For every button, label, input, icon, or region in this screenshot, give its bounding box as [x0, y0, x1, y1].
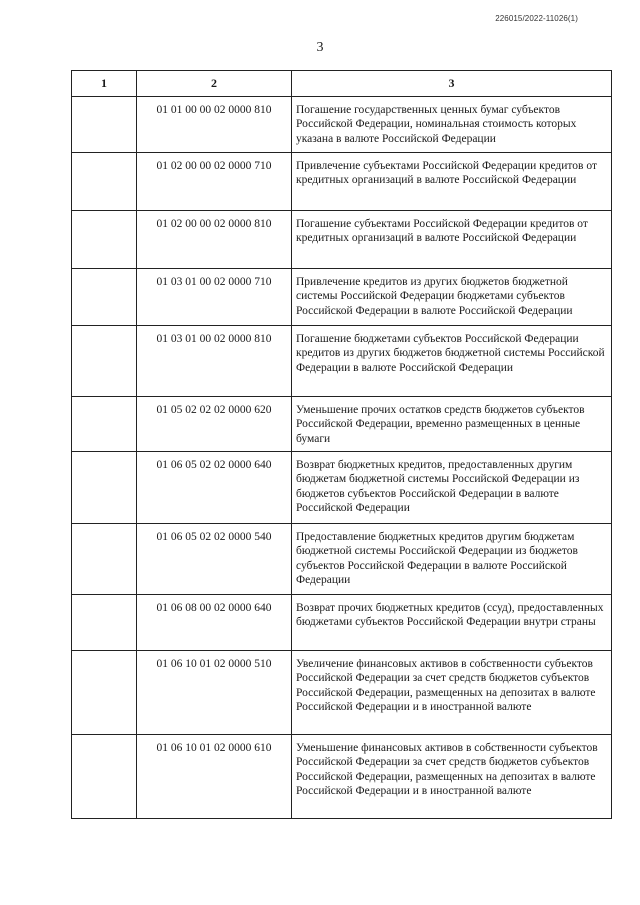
budget-code: 01 02 00 00 02 0000 810 — [137, 211, 292, 269]
budget-code: 01 06 10 01 02 0000 510 — [137, 651, 292, 735]
code-description: Погашение государственных ценных бумаг субъектов Российской Федерации, номинальная стоимость которых указана в валюте Российской Федерации — [292, 97, 612, 153]
row-col1 — [72, 524, 137, 595]
code-description: Привлечение кредитов из других бюджетов бюджетной системы Российской Федерации бюджетами субъектов Российской Федерации в валюте Российской Федерации — [292, 269, 612, 326]
budget-code: 01 03 01 00 02 0000 710 — [137, 269, 292, 326]
row-col1 — [72, 595, 137, 651]
row-col1 — [72, 651, 137, 735]
budget-code: 01 03 01 00 02 0000 810 — [137, 326, 292, 397]
code-description: Возврат прочих бюджетных кредитов (ссуд), предоставленных бюджетами субъектов Российской Федерации внутри страны — [292, 595, 612, 651]
code-description: Предоставление бюджетных кредитов другим бюджетам бюджетной системы Российской Федерации из бюджетов субъектов Российской Федерации в валюте Российской Федерации — [292, 524, 612, 595]
budget-code: 01 05 02 02 02 0000 620 — [137, 397, 292, 452]
document-id: 226015/2022-11026(1) — [495, 14, 578, 23]
table-row — [72, 153, 612, 211]
table-row — [72, 595, 612, 651]
table-row — [72, 735, 612, 819]
row-col1 — [72, 97, 137, 153]
table-row — [72, 211, 612, 269]
column-header-3: 3 — [292, 71, 612, 97]
budget-code: 01 06 05 02 02 0000 640 — [137, 452, 292, 524]
code-description: Уменьшение прочих остатков средств бюджетов субъектов Российской Федерации, временно размещенных в ценные бумаги — [292, 397, 612, 452]
page-number: 3 — [316, 40, 324, 55]
table-row — [72, 651, 612, 735]
table-row — [72, 524, 612, 595]
table-row — [72, 97, 612, 153]
row-col1 — [72, 735, 137, 819]
budget-code: 01 06 10 01 02 0000 610 — [137, 735, 292, 819]
row-col1 — [72, 326, 137, 397]
row-col1 — [72, 211, 137, 269]
table-row — [72, 326, 612, 397]
budget-codes-table — [71, 70, 612, 819]
budget-code: 01 01 00 00 02 0000 810 — [137, 97, 292, 153]
row-col1 — [72, 452, 137, 524]
table-row — [72, 452, 612, 524]
code-description: Погашение бюджетами субъектов Российской Федерации кредитов из других бюджетов бюджетной системы Российской Федерации в валюте Российской Федерации — [292, 326, 612, 397]
table-row — [72, 269, 612, 326]
code-description: Уменьшение финансовых активов в собственности субъектов Российской Федерации за счет средств бюджетов субъектов Российской Федерации, размещенных на депозитах в валюте Российской Федерации и в иностранной валюте — [292, 735, 612, 819]
table-row — [72, 397, 612, 452]
budget-code: 01 02 00 00 02 0000 710 — [137, 153, 292, 211]
budget-code: 01 06 05 02 02 0000 540 — [137, 524, 292, 595]
column-header-2: 2 — [137, 71, 292, 97]
code-description: Возврат бюджетных кредитов, предоставленных другим бюджетам бюджетной системы Российской Федерации из бюджетов субъектов Российской Федерации в валюте Российской Федерации — [292, 452, 612, 524]
row-col1 — [72, 153, 137, 211]
row-col1 — [72, 397, 137, 452]
budget-code: 01 06 08 00 02 0000 640 — [137, 595, 292, 651]
code-description: Привлечение субъектами Российской Федерации кредитов от кредитных организаций в валюте Российской Федерации — [292, 153, 612, 211]
column-header-1: 1 — [72, 71, 137, 97]
code-description: Погашение субъектами Российской Федерации кредитов от кредитных организаций в валюте Российской Федерации — [292, 211, 612, 269]
row-col1 — [72, 269, 137, 326]
table-header-row — [72, 71, 612, 97]
code-description: Увеличение финансовых активов в собственности субъектов Российской Федерации за счет средств бюджетов субъектов Российской Федерации, размещенных на депозитах в валюте Российской Федерации и в иностранной валюте — [292, 651, 612, 735]
